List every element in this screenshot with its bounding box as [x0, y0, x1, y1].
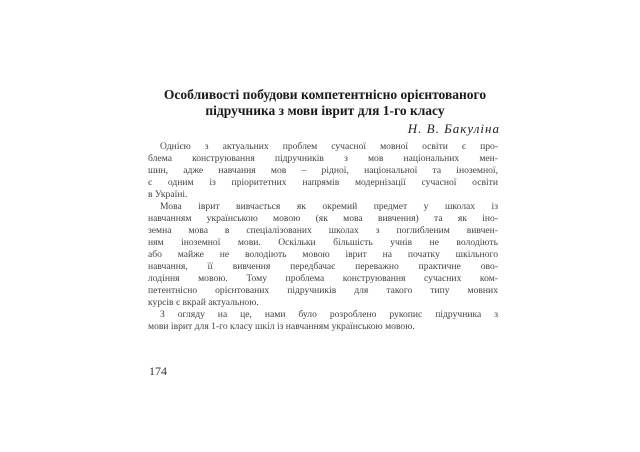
- text-line: Однією з актуальних проблем сучасної мовної освіти є про-: [160, 141, 498, 152]
- text-line: петентнісно орієнтованих підручників для такого типу мовних: [148, 285, 498, 296]
- text-line: блема конструювання підручників з мов національних мен-: [148, 153, 498, 164]
- article-title-line-2: підручника з мови іврит для 1-го класу: [205, 103, 445, 118]
- text-line: Мова іврит вивчається як окремий предмет у школах із: [160, 201, 498, 212]
- text-line: або майже не володіють мовою іврит на початку шкільного: [148, 249, 498, 260]
- author-name: Н. В. Бакуліна: [407, 121, 500, 136]
- text-line: є одним із пріоритетних напрямів модернізації сучасної освіти: [148, 177, 498, 188]
- text-line: мови іврит для 1-го класу шкіл із навчанням українською мовою.: [148, 321, 415, 332]
- text-line: ням іноземної мови. Оскільки більшість учнів не володіють: [148, 237, 498, 248]
- text-line: навчанням українською мовою (як мова вивчення) та як іно-: [148, 213, 498, 224]
- article-title-line-1: Особливості побудови компетентнісно орієнтованого: [163, 87, 487, 102]
- text-line: курсів є вкрай актуальною.: [148, 297, 259, 308]
- text-line: в Україні.: [148, 189, 188, 200]
- text-line: навчання, її вивчення передбачає переважно практичне ово-: [148, 261, 498, 272]
- text-line: шин, адже навчання мов – рідної, національної та іноземної,: [148, 165, 498, 176]
- text-line: земна мова в спеціалізованих школах з поглибленим вивчен-: [148, 225, 498, 236]
- text-line: лодіння мовою. Тому проблема конструювання сучасних ком-: [148, 273, 498, 284]
- text-line: З огляду на це, нами було розроблено рукопис підручника з: [160, 309, 498, 320]
- page-number: 174: [149, 364, 167, 378]
